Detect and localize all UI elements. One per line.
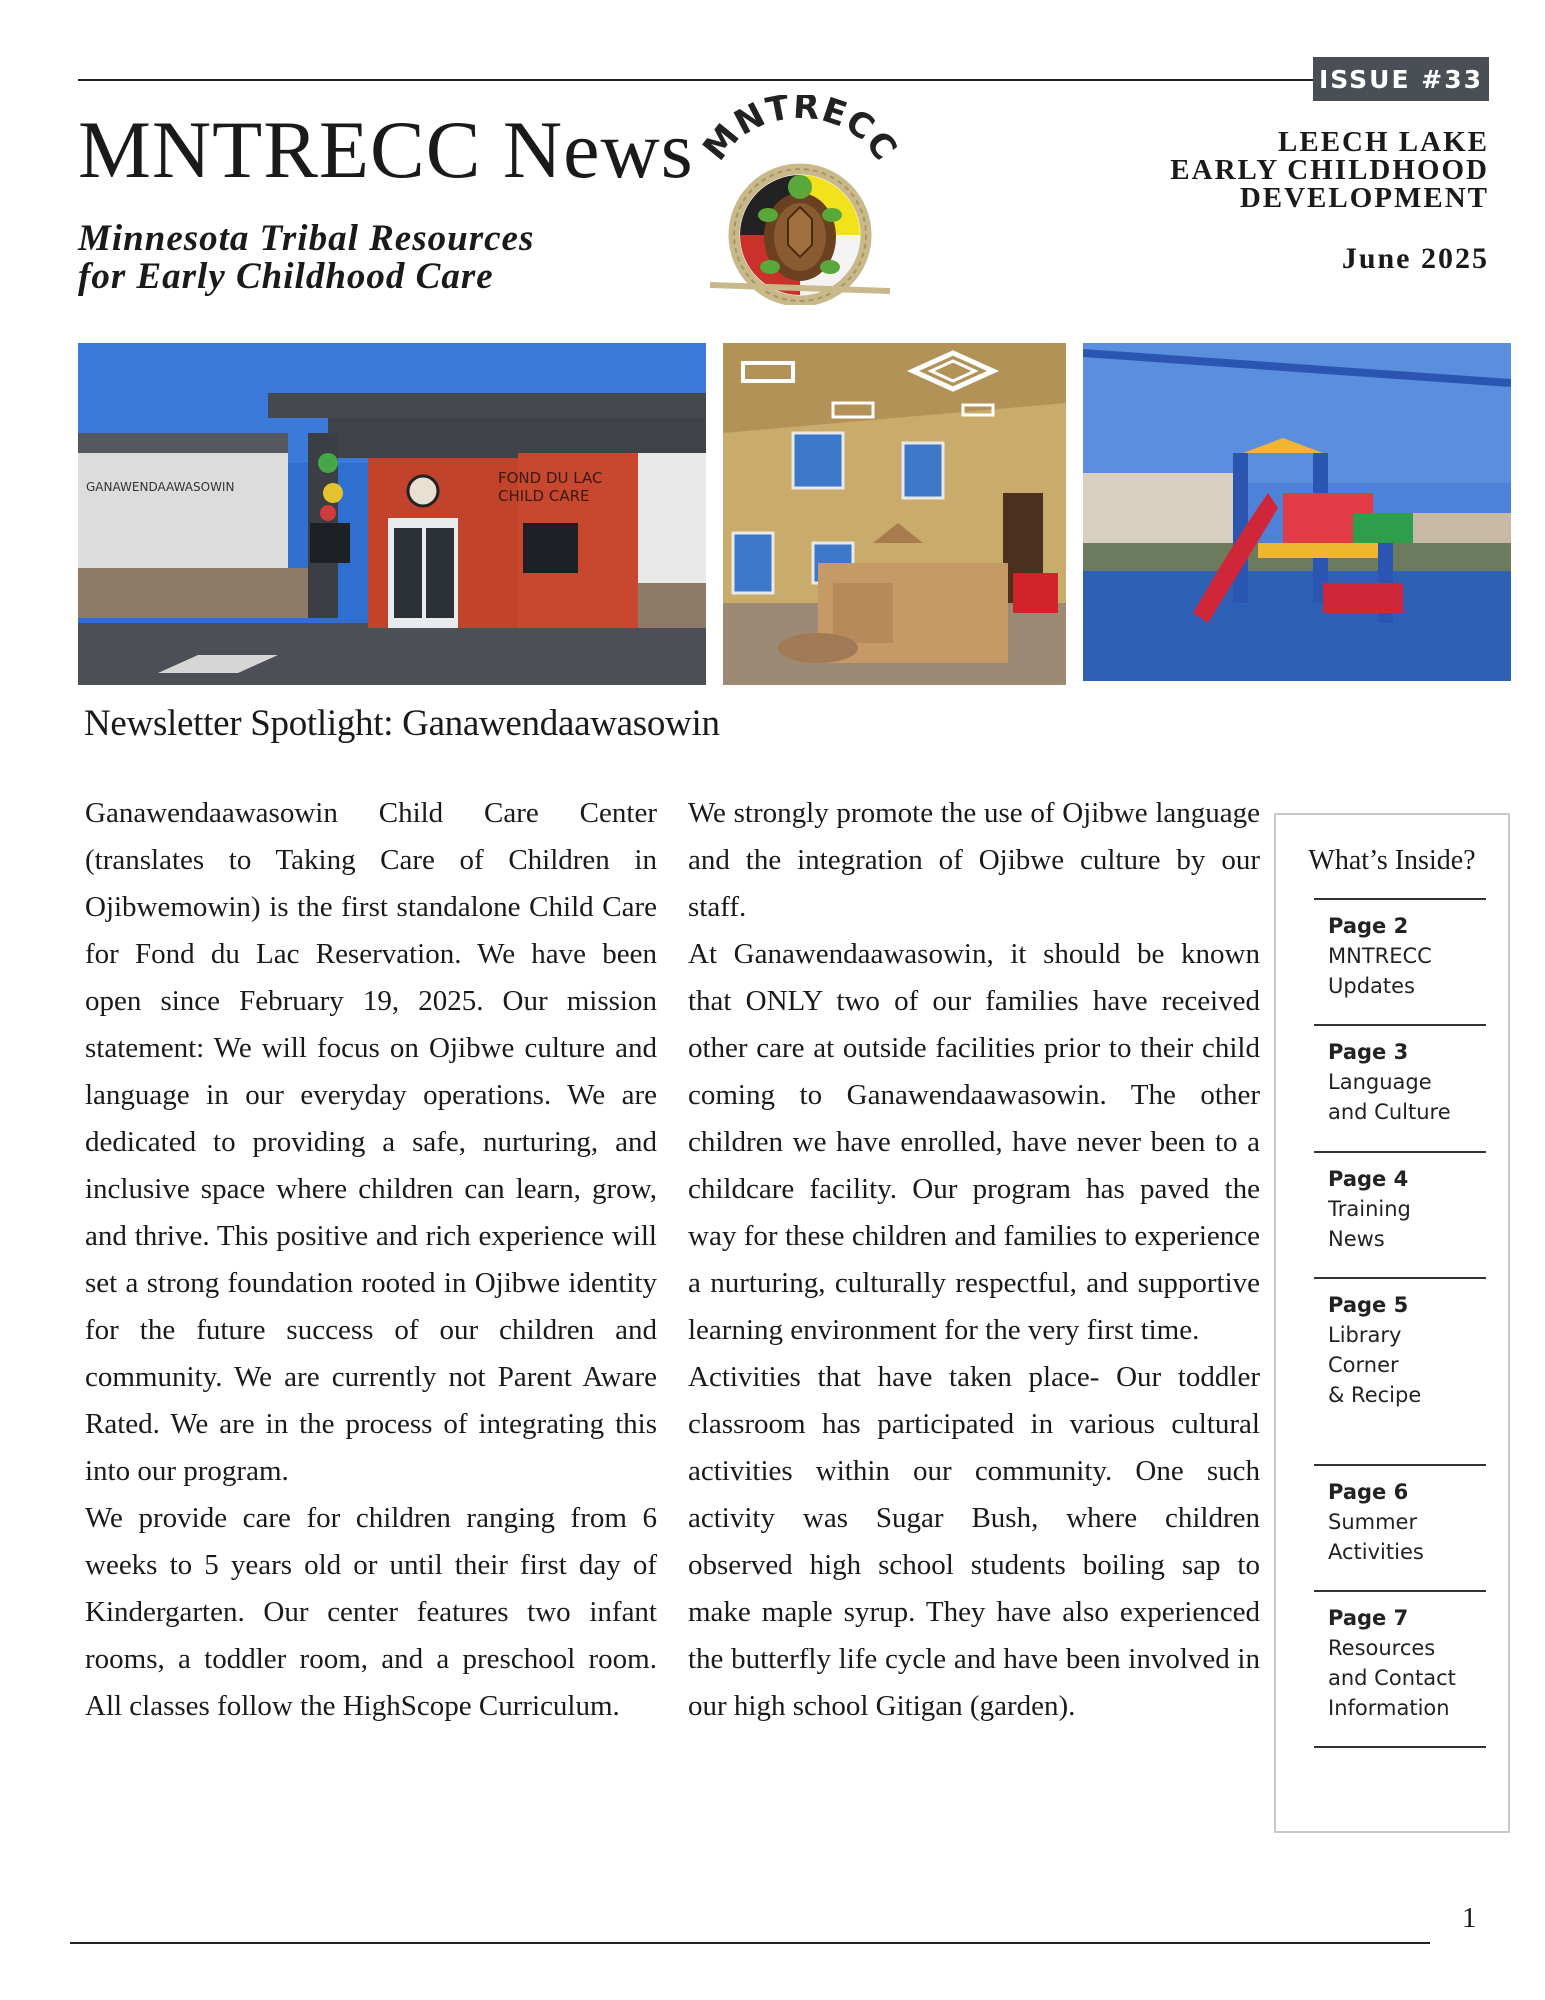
toc-divider: [1314, 898, 1486, 900]
toc-divider: [1314, 1277, 1486, 1279]
toc-divider: [1314, 1151, 1486, 1153]
toc-label: MNTRECC Updates: [1328, 944, 1432, 998]
toc-page-number: Page 2: [1328, 914, 1409, 938]
building-exterior-photo: [78, 343, 706, 685]
whats-inside-sidebar: [1274, 813, 1510, 1833]
toc-item-page-5[interactable]: [1328, 1290, 1498, 1410]
issue-date: June 2025: [1341, 242, 1489, 275]
logo-text: MNTRECC: [695, 95, 906, 169]
toc-page-number: Page 4: [1328, 1167, 1409, 1191]
toc-divider: [1314, 1746, 1486, 1748]
toc-item-page-2[interactable]: [1328, 911, 1498, 1001]
building-sign-left: GANAWENDAAWASOWIN: [86, 480, 235, 494]
masthead-subtitle: [78, 220, 638, 296]
toc-item-page-3[interactable]: [1328, 1037, 1498, 1127]
toc-label: Training News: [1328, 1197, 1411, 1251]
masthead-title: MNTRECC News: [78, 104, 694, 195]
article-column-1: [85, 790, 657, 1730]
toc-item-page-7[interactable]: [1328, 1603, 1498, 1723]
toc-label: Language and Culture: [1328, 1070, 1451, 1124]
toc-page-number: Page 3: [1328, 1040, 1409, 1064]
article-paragraph: We provide care for children ranging from 6 weeks to 5 years old or until their first day of Kindergarten. Our center features two infant rooms, a toddler room, and a preschool room. All classes follow the HighScope Curriculum.: [85, 1502, 657, 1722]
sidebar-title: What’s Inside?: [1308, 845, 1476, 876]
toc-label: Summer Activities: [1328, 1510, 1424, 1564]
toc-page-number: Page 6: [1328, 1480, 1409, 1504]
building-sign-right-2: CHILD CARE: [498, 487, 590, 505]
article-paragraph: At Ganawendaawasowin, it should be known that ONLY two of our families have received other care at outside facilities prior to their child coming to Ganawendaawasowin. The other children we have enrolled, have never been to a childcare facility. Our program has paved the way for these children and families to experience a nurturing, culturally respectful, and supportive learning environment for the very first time.: [688, 938, 1260, 1346]
svg-text:MNTRECC: [695, 95, 905, 168]
playground-photo: [1083, 343, 1511, 681]
org-line-3: DEVELOPMENT: [1239, 182, 1489, 214]
page-number: 1: [1462, 1902, 1477, 1934]
article-paragraph: We strongly promote the use of Ojibwe language and the integration of Ojibwe culture by our staff.: [688, 797, 1260, 923]
building-sign-right-1: FOND DU LAC: [498, 469, 603, 487]
toc-label: Library Corner & Recipe: [1328, 1323, 1422, 1407]
org-line-2: EARLY CHILDHOOD: [1170, 154, 1489, 186]
toc-divider: [1314, 1590, 1486, 1592]
issue-badge: ISSUE #33: [1313, 57, 1489, 101]
article-paragraph: Ganawendaawasowin Child Care Center (translates to Taking Care of Children in Ojibwemowin) is the first standalone Child Care for Fond du Lac Reservation. We have been open since February 19, 2025. Our mission statement: We will focus on Ojibwe culture and language in our everyday operations. We are dedicated to providing a safe, nurturing, and inclusive space where children can learn, grow, and thrive. This positive and rich experience will set a strong foundation rooted in Ojibwe identity for the future success of our children and community. We are currently not Parent Aware Rated. We are in the process of integrating this into our program.: [85, 797, 657, 1487]
toc-page-number: Page 7: [1328, 1606, 1409, 1630]
toc-divider: [1314, 1024, 1486, 1026]
toc-page-number: Page 5: [1328, 1293, 1409, 1317]
article-column-2: [688, 790, 1260, 1730]
subtitle-line-1: Minnesota Tribal Resources: [78, 218, 535, 259]
classroom-interior-photo: [723, 343, 1066, 685]
spotlight-heading: Newsletter Spotlight: Ganawendaawasowin: [84, 703, 720, 744]
toc-divider: [1314, 1464, 1486, 1466]
top-rule: [78, 79, 1313, 81]
organization-name: [1170, 128, 1489, 212]
article-paragraph: Activities that have taken place- Our toddler classroom has participated in various cultural activities within our community. One such activity was Sugar Bush, where children observed high school students boiling sap to make maple syrup. They have also experienced the butterfly life cycle and have been involved in our high school Gitigan (garden).: [688, 1361, 1260, 1722]
toc-label: Resources and Contact Information: [1328, 1636, 1456, 1720]
bottom-rule: [70, 1942, 1430, 1944]
subtitle-line-2: for Early Childhood Care: [78, 256, 494, 297]
toc-item-page-4[interactable]: [1328, 1164, 1498, 1254]
org-line-1: LEECH LAKE: [1278, 126, 1489, 158]
mntrecc-logo: [690, 95, 910, 305]
toc-item-page-6[interactable]: [1328, 1477, 1498, 1567]
